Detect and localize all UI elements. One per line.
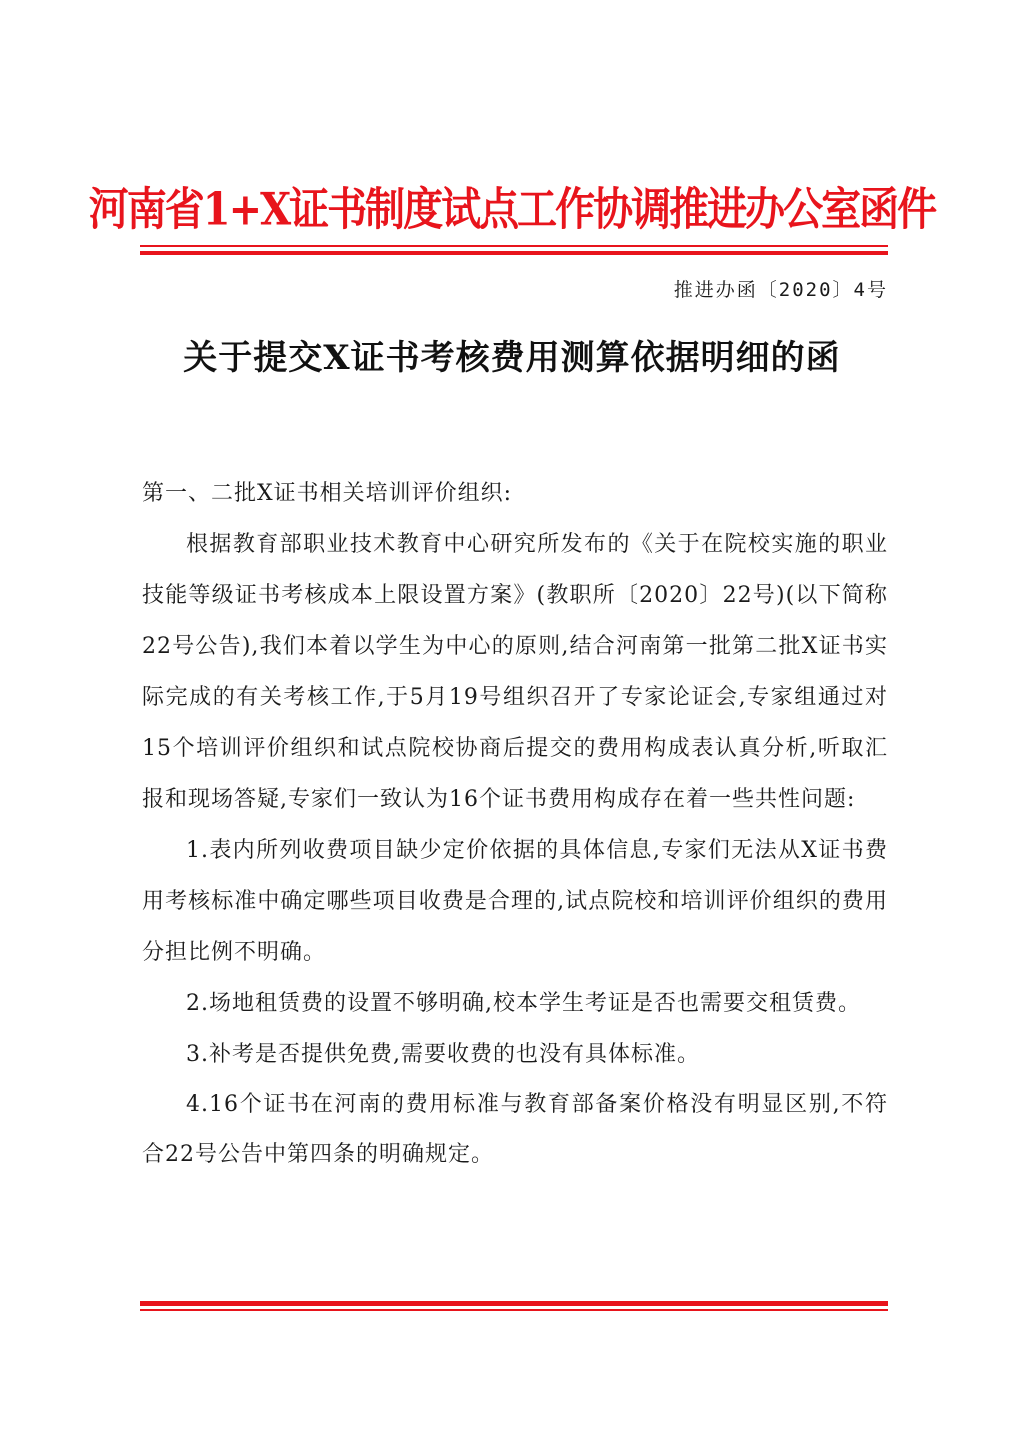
document-number: 推进办函〔2020〕4号 bbox=[673, 279, 888, 301]
footer-rule-thick bbox=[140, 1301, 888, 1306]
letter-body bbox=[142, 468, 888, 1180]
salutation: 第一、二批X证书相关培训评价组织: bbox=[142, 481, 513, 506]
paragraph-item-4: 4.16个证书在河南的费用标准与教育部备案价格没有明显区别,不符合22号公告中第四条的明确规定。 bbox=[142, 1092, 888, 1167]
paragraph-main: 根据教育部职业技术教育中心研究所发布的《关于在院校实施的职业技能等级证书考核成本上限设置方案》(教职所〔2020〕22号)(以下简称22号公告),我们本着以学生为中心的原则,结合河南第一批第二批X证书实际完成的有关考核工作,于5月19号组织召开了专家论证会,专家组通过对15个培训评价组织和试点院校协商后提交的费用构成表认真分析,听取汇报和现场答疑,专家们一致认为16个证书费用构成存在着一些共性问题: bbox=[142, 532, 888, 812]
header-rule-thick bbox=[140, 251, 888, 255]
paragraph-item-2: 2.场地租赁费的设置不够明确,校本学生考证是否也需要交租赁费。 bbox=[186, 991, 861, 1016]
document-title: 关于提交X证书考核费用测算依据明细的函 bbox=[183, 338, 841, 378]
paragraph-item-1: 1.表内所列收费项目缺少定价依据的具体信息,专家们无法从X证书费用考核标准中确定哪些项目收费是合理的,试点院校和培训评价组织的费用分担比例不明确。 bbox=[142, 838, 888, 965]
paragraph-item-3: 3.补考是否提供免费,需要收费的也没有具体标准。 bbox=[186, 1042, 700, 1067]
letterhead-title: 河南省1+X证书制度试点工作协调推进办公室函件 bbox=[88, 183, 936, 236]
header-rule-thin bbox=[140, 245, 888, 247]
footer-rule-thin bbox=[140, 1309, 888, 1311]
